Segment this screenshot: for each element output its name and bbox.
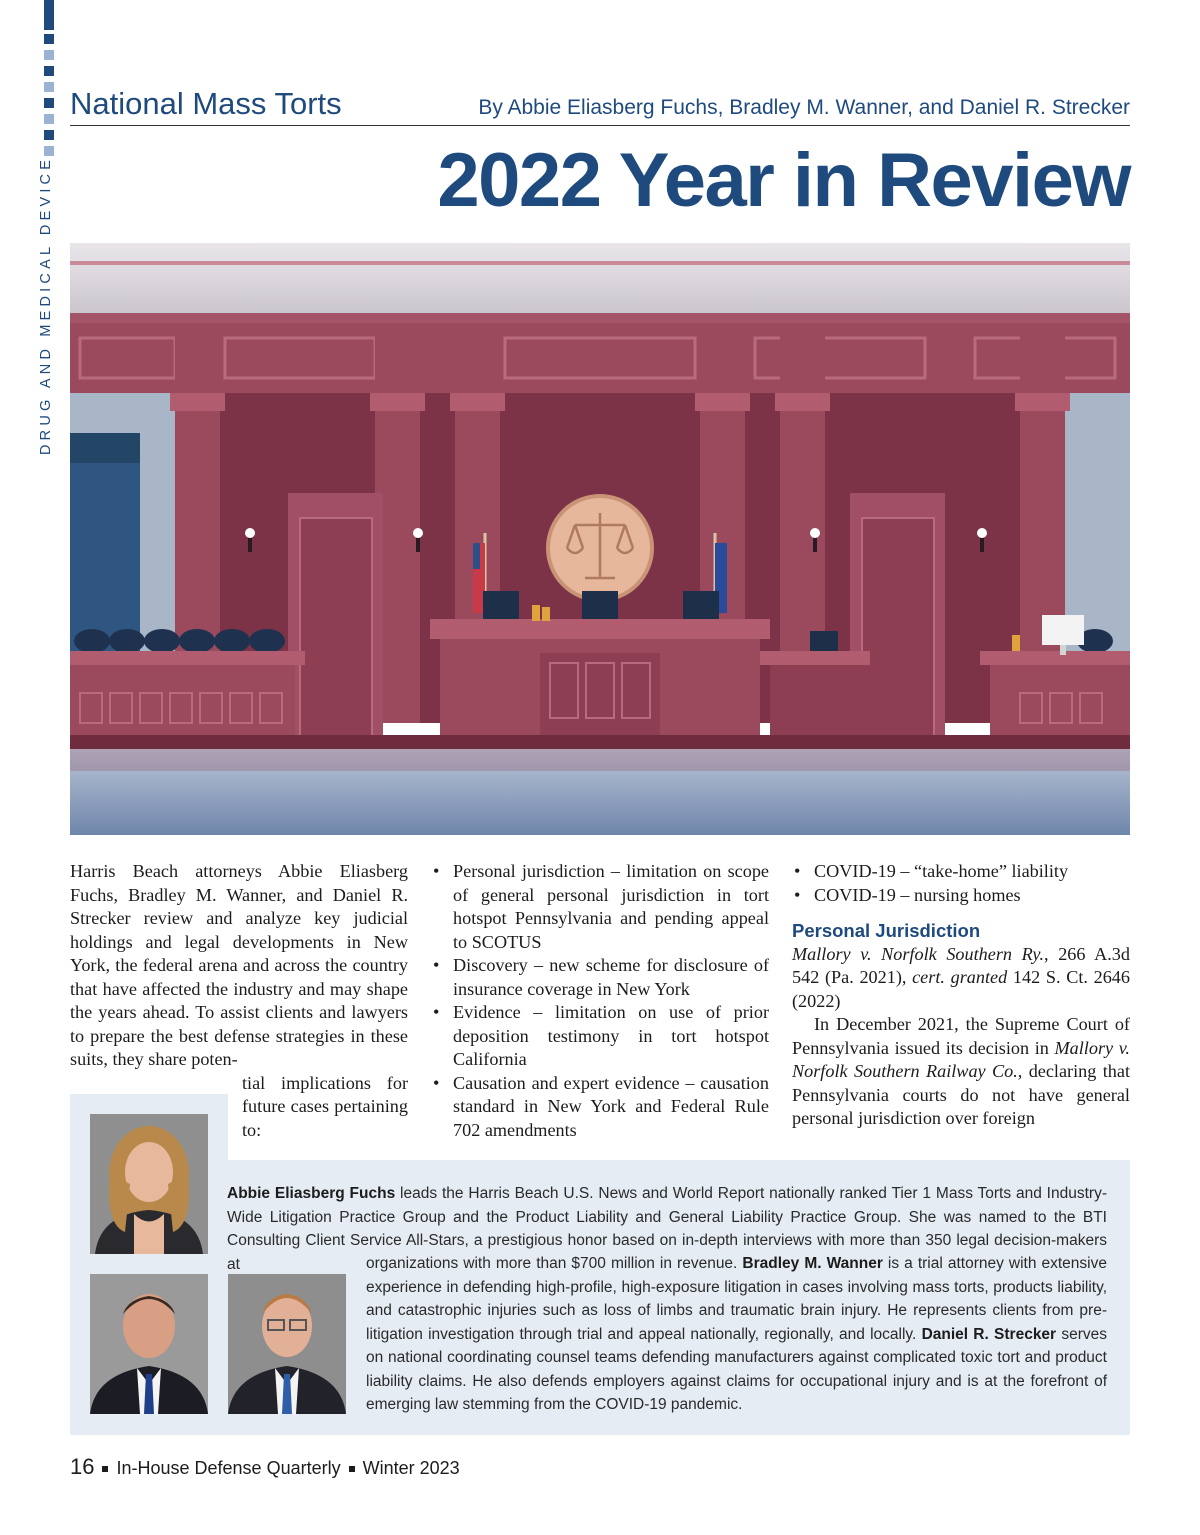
sidebar-accent-bar xyxy=(44,0,54,30)
publication-name: In-House Defense Quarterly xyxy=(116,1458,341,1478)
body-text: , declaring that Pennsylvania courts do not have general personal jurisdiction over foreign xyxy=(792,1061,1130,1128)
bio-wanner-strecker xyxy=(366,1252,1107,1417)
case-name: Mallory v. Norfolk Southern Railway Co. xyxy=(792,1037,1130,1081)
page-number: 16 xyxy=(70,1454,95,1479)
list-item: • Evidence – limitation on use of prior deposition testimony in tort hotspot California xyxy=(431,1001,769,1072)
issue-date: Winter 2023 xyxy=(362,1458,460,1478)
list-item: • Personal jurisdiction – limitation on scope of general personal jurisdiction in tort hotspot Pennsylvania and pending appeal to SCOTUS xyxy=(431,860,769,954)
author-photo-fuchs xyxy=(90,1114,208,1254)
separator-square xyxy=(102,1466,108,1472)
sidebar-category-label: DRUG AND MEDICAL DEVICE xyxy=(38,155,54,455)
header-rule xyxy=(70,125,1130,126)
byline: By Abbie Eliasberg Fuchs, Bradley M. Wanner, and Daniel R. Strecker xyxy=(478,96,1130,119)
case-name: Mallory v. Norfolk Southern Ry. xyxy=(792,943,1045,964)
bio-text: is a trial attorney with extensive experience in defending high-profile, high-exposure litigation in cases involving mass torts, products liability, and catastrophic injuries such as loss of limbs and traumatic brain injury. He represents clients from pre-litigation investigation through trial and appeal nationally, regionally, and locally. xyxy=(366,1255,1107,1343)
author-name-strecker: Daniel R. Strecker xyxy=(921,1325,1057,1343)
bio-text: organizations with more than $700 million in revenue. xyxy=(366,1255,743,1272)
author-name-wanner: Bradley M. Wanner xyxy=(742,1255,883,1272)
citation-text: , 266 A.3d 542 (Pa. 2021), xyxy=(792,943,1130,987)
separator-square xyxy=(349,1466,355,1472)
list-item: • Causation and expert evidence – causation standard in New York and Federal Rule 702 amendments xyxy=(431,1072,769,1143)
author-bio-box xyxy=(70,1094,1130,1435)
author-name-fuchs: Abbie Eliasberg Fuchs xyxy=(227,1185,396,1202)
intro-paragraph-continued: tial implications for future cases pertaining to: xyxy=(242,1072,408,1140)
sidebar-squares xyxy=(44,34,58,162)
case-citation xyxy=(792,943,1130,1014)
bio-text: leads the Harris Beach U.S. News and World Report nationally ranked Tier 1 Mass Torts and Industry-Wide Litigation Practice Group and the Product Liability and General Liability Practice Group. She was named to the BTI Consulting Client Service All-Stars, a prestigious honor based on in-depth interviews with more than 350 legal decision-makers at xyxy=(227,1185,1107,1273)
citation-text: 142 S. Ct. 2646 (2022) xyxy=(792,967,1130,1011)
page-footer xyxy=(70,1454,460,1480)
list-item: • Discovery – new scheme for disclosure of insurance coverage in New York xyxy=(431,954,769,1001)
intro-paragraph: Harris Beach attorneys Abbie Eliasberg Fuchs, Bradley M. Wanner, and Daniel R. Strecker review and analyze key judicial holdings and legal developments in New York, the federal arena and across the country that have affected the industry and may shape the years ahead. To assist clients and lawyers to prepare the best defense strategies in these suits, they share poten- xyxy=(70,861,408,1069)
personal-jurisdiction-column xyxy=(792,860,1130,1131)
cert-granted: cert. granted xyxy=(912,967,1008,987)
courtroom-illustration xyxy=(70,243,1130,835)
topics-list-continued xyxy=(792,860,1130,907)
list-item: • COVID-19 – “take-home” liability xyxy=(792,860,1130,884)
list-item: • COVID-19 – nursing homes xyxy=(792,884,1130,908)
author-photo-wanner xyxy=(90,1274,208,1414)
article-title: 2022 Year in Review xyxy=(437,138,1130,223)
bio-text: serves on national coordinating counsel teams defending manufacturers against complicated toxic tort and product liability claims. He also defends employers against claims for occupational injury and is at the forefront of emerging law stemming from the COVID-19 pandemic. xyxy=(366,1325,1107,1413)
author-photo-strecker xyxy=(228,1274,346,1414)
body-text: In December 2021, the Supreme Court of Pennsylvania issued its decision in xyxy=(792,1014,1130,1058)
section-name: National Mass Torts xyxy=(70,86,342,121)
section-heading: Personal Jurisdiction xyxy=(792,920,981,941)
